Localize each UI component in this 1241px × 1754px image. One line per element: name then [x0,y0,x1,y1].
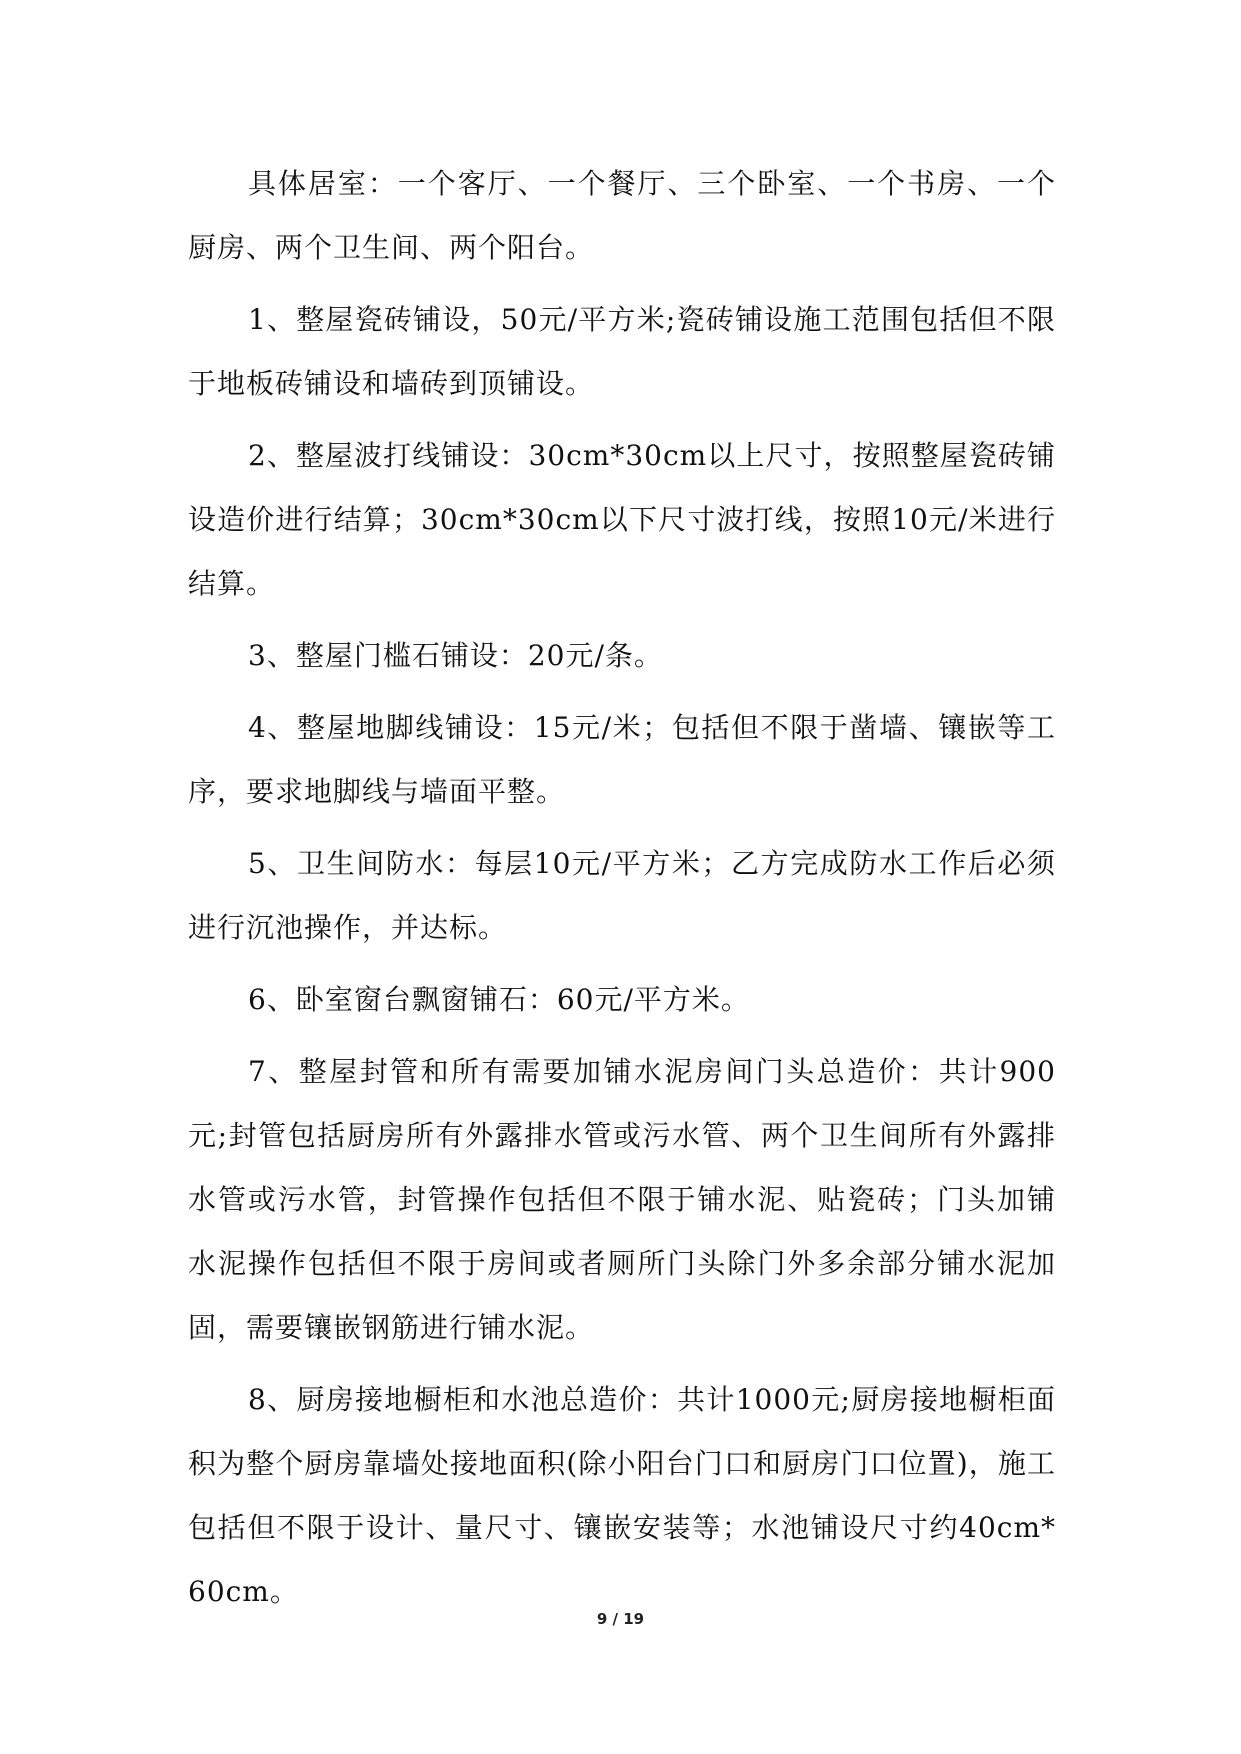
paragraph-item-3: 3、整屋门槛石铺设：20元/条。 [248,639,663,672]
paragraph-item-4: 4、整屋地脚线铺设：15元/米；包括但不限于凿墙、镶嵌等工序，要求地脚线与墙面平整。 [188,711,1056,808]
paragraph-item-1: 1、整屋瓷砖铺设，50元/平方米;瓷砖铺设施工范围包括但不限于地板砖铺设和墙砖到顶铺设。 [188,303,1056,400]
document-body [188,152,1056,1632]
paragraph-rooms: 具体居室：一个客厅、一个餐厅、三个卧室、一个书房、一个厨房、两个卫生间、两个阳台。 [188,167,1056,264]
page-number: 9 / 19 [596,1610,645,1628]
paragraph-item-8: 8、厨房接地橱柜和水池总造价：共计1000元;厨房接地橱柜面积为整个厨房靠墙处接地面积(除小阳台门口和厨房门口位置)，施工包括但不限于设计、量尺寸、镶嵌安装等；水池铺设尺寸约40cm*60cm。 [188,1383,1056,1608]
paragraph-item-2: 2、整屋波打线铺设：30cm*30cm以上尺寸，按照整屋瓷砖铺设造价进行结算；30cm*30cm以下尺寸波打线，按照10元/米进行结算。 [188,439,1056,600]
paragraph-item-5: 5、卫生间防水：每层10元/平方米；乙方完成防水工作后必须进行沉池操作，并达标。 [188,847,1056,944]
paragraph-item-6: 6、卧室窗台飘窗铺石：60元/平方米。 [248,983,750,1016]
paragraph-item-7: 7、整屋封管和所有需要加铺水泥房间门头总造价：共计900元;封管包括厨房所有外露排水管或污水管、两个卫生间所有外露排水管或污水管，封管操作包括但不限于铺水泥、贴瓷砖；门头加铺水泥操作包括但不限于房间或者厕所门头除门外多余部分铺水泥加固，需要镶嵌钢筋进行铺水泥。 [188,1055,1056,1344]
